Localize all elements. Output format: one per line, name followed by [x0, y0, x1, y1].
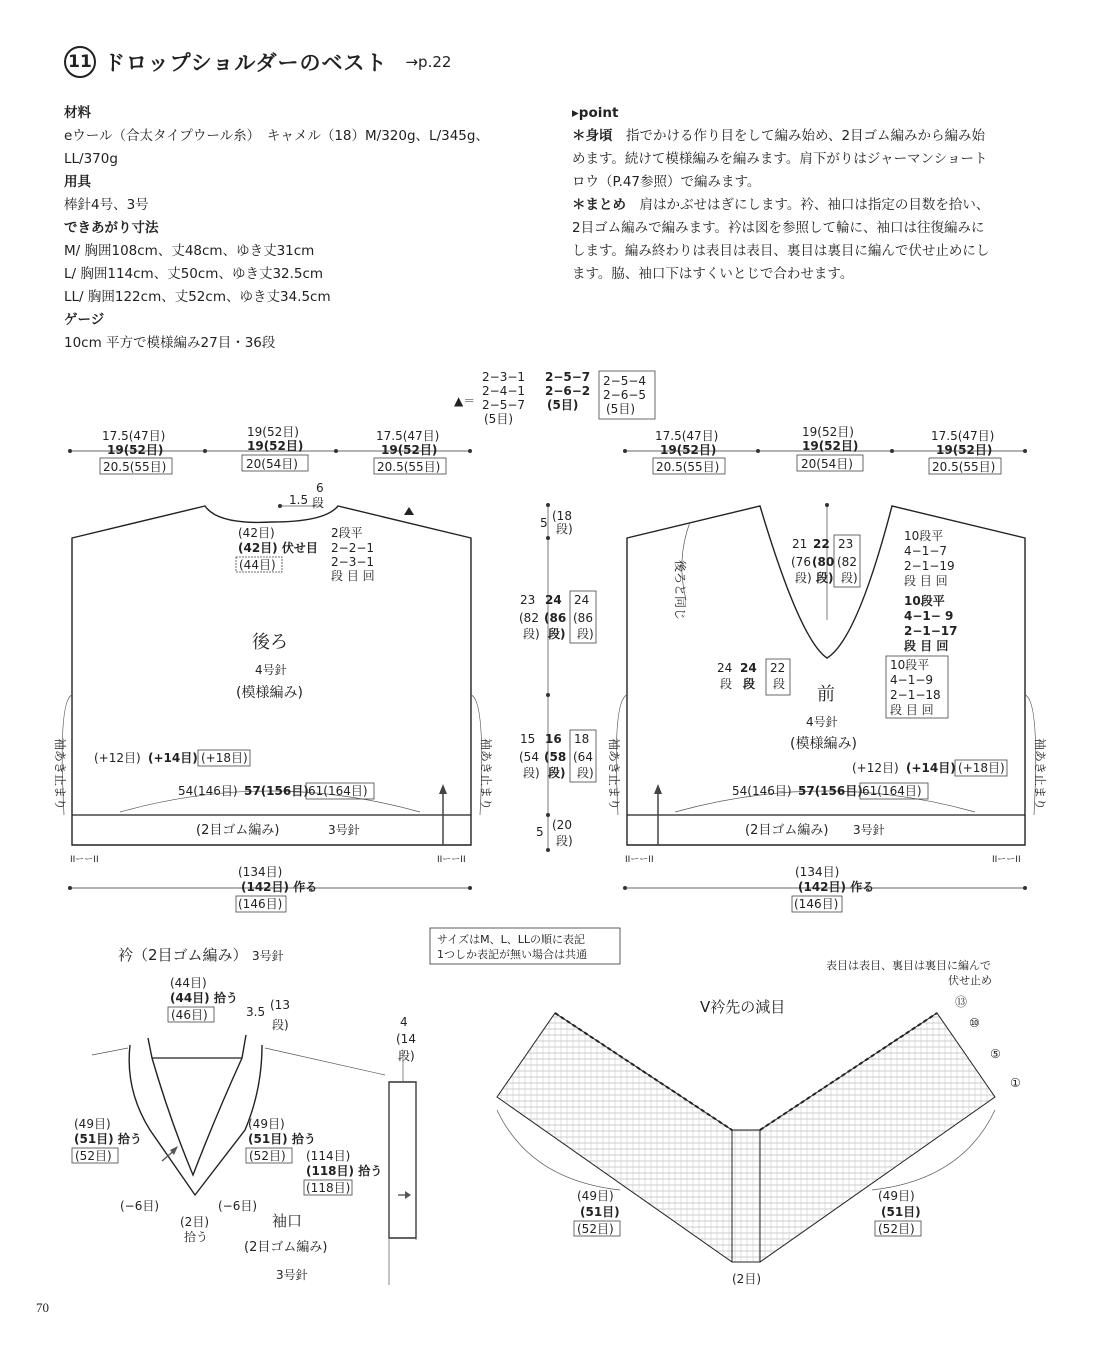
- svg-text:段: 段: [743, 677, 756, 691]
- svg-text:(+12目): (+12目): [852, 761, 899, 775]
- svg-text:段): 段): [272, 1018, 289, 1032]
- svg-text:19(52目): 19(52目): [802, 439, 859, 453]
- page-number: 70: [36, 1300, 49, 1315]
- back-title: 後ろ: [252, 632, 288, 653]
- svg-text:(118目) 拾う: (118目) 拾う: [306, 1164, 383, 1178]
- svg-text:表目は表目、裏目は裏目に編んで: 表目は表目、裏目は裏目に編んで: [826, 959, 991, 972]
- svg-text:⑤: ⑤: [990, 1047, 1001, 1061]
- svg-text:20(54目): 20(54目): [801, 457, 853, 471]
- heading-size: できあがり寸法: [64, 220, 159, 236]
- svg-text:段 目 回: 段 目 回: [904, 574, 948, 588]
- svg-text:IIーーII: IIーーII: [625, 855, 654, 865]
- svg-text:10段平: 10段平: [904, 529, 944, 543]
- svg-text:(2目ゴム編み): (2目ゴム編み): [196, 823, 280, 838]
- svg-text:17.5(47目): 17.5(47目): [102, 429, 166, 443]
- shoulder-row: (5目): [547, 398, 579, 412]
- svg-text:(64: (64: [573, 750, 593, 764]
- svg-text:(44目) 拾う: (44目) 拾う: [170, 991, 238, 1005]
- size-note: [430, 928, 620, 964]
- heading-point: ▸point: [572, 105, 619, 121]
- material-line: eウール（合太タイプウール糸） キャメル（18）M/320g、L/345g、: [64, 128, 489, 144]
- front-title: 前: [817, 684, 835, 705]
- svg-text:(51目) 拾う: (51目) 拾う: [74, 1132, 142, 1146]
- page-reference: →p.22: [405, 53, 452, 71]
- svg-text:段): 段): [795, 571, 812, 585]
- shoulder-row: 2−3−1: [482, 370, 526, 384]
- svg-text:(49目): (49目): [878, 1189, 915, 1203]
- svg-text:4−1−9: 4−1−9: [890, 673, 934, 687]
- shoulder-row: 2−5−7: [545, 370, 591, 384]
- svg-text:17.5(47目): 17.5(47目): [931, 429, 995, 443]
- svg-text:2−1−19: 2−1−19: [904, 559, 955, 573]
- svg-text:21: 21: [792, 537, 808, 551]
- svg-text:(52目): (52目): [249, 1149, 286, 1163]
- svg-text:(80: (80: [812, 555, 835, 569]
- heading-finish: ＊まとめ: [572, 197, 626, 213]
- svg-text:(52目): (52目): [75, 1149, 112, 1163]
- svg-text:段): 段): [577, 766, 594, 780]
- front-piece: [607, 425, 1048, 912]
- svg-text:4: 4: [400, 1015, 408, 1029]
- svg-text:段: 段: [720, 677, 733, 691]
- heading-body: ＊身頃: [572, 128, 613, 144]
- svg-text:22: 22: [813, 537, 830, 551]
- svg-text:(58: (58: [544, 750, 567, 764]
- svg-text:20.5(55目): 20.5(55目): [656, 460, 720, 474]
- svg-text:17.5(47目): 17.5(47目): [376, 429, 440, 443]
- svg-text:20.5(55目): 20.5(55目): [377, 460, 441, 474]
- svg-text:(51目): (51目): [881, 1205, 921, 1219]
- svg-text:2−3−1: 2−3−1: [331, 555, 375, 569]
- svg-text:段): 段): [556, 522, 573, 536]
- svg-text:2−2−1: 2−2−1: [331, 541, 375, 555]
- material-line: LL/370g: [64, 151, 118, 167]
- svg-text:(82: (82: [519, 611, 539, 625]
- finish-text: 2目ゴム編みで編みます。衿は図を参照して輪に、袖口は往復編みに: [572, 220, 985, 236]
- svg-text:24: 24: [574, 593, 590, 607]
- svg-text:袖あき止まり: 袖あき止まり: [1033, 738, 1047, 811]
- svg-text:(54: (54: [519, 750, 539, 764]
- svg-text:(模様編み): (模様編み): [790, 736, 857, 752]
- svg-text:4号針: 4号針: [255, 663, 287, 677]
- page-title: ドロップショルダーのベスト: [104, 51, 388, 75]
- size-l: L/ 胸囲114cm、丈50cm、ゆき丈32.5cm: [64, 266, 324, 282]
- svg-text:(+18目): (+18目): [958, 761, 1005, 775]
- svg-text:2段平: 2段平: [331, 526, 363, 540]
- svg-text:61(164目): 61(164目): [308, 784, 368, 798]
- shoulder-table: [454, 370, 655, 426]
- svg-text:3.5: 3.5: [246, 1005, 266, 1019]
- svg-text:19(52目): 19(52目): [247, 439, 304, 453]
- svg-text:(14: (14: [396, 1032, 416, 1046]
- svg-text:段): 段): [398, 1049, 415, 1063]
- svg-text:(42目): (42目): [238, 526, 275, 540]
- cuff-title: 袖口: [272, 1212, 303, 1230]
- svg-text:(134目): (134目): [795, 865, 840, 879]
- svg-text:(+18目): (+18目): [201, 751, 248, 765]
- svg-text:54(146目): 54(146目): [178, 784, 238, 798]
- svg-text:(2目): (2目): [180, 1215, 209, 1229]
- tools-text: 棒針4号、3号: [64, 197, 149, 213]
- body-text: 指でかける作り目をして編み始め、2目ゴム編みから編み始: [612, 128, 986, 144]
- svg-text:(42目) 伏せ目: (42目) 伏せ目: [238, 541, 318, 555]
- svg-text:(52目): (52目): [577, 1222, 614, 1236]
- svg-text:19(52目): 19(52目): [936, 443, 993, 457]
- svg-text:袖あき止まり: 袖あき止まり: [479, 738, 493, 811]
- gauge-text: 10cm 平方で模様編み27目・36段: [64, 335, 276, 351]
- shoulder-row: 2−5−4: [603, 374, 647, 388]
- svg-text:23: 23: [838, 537, 854, 551]
- svg-text:(20: (20: [552, 818, 572, 832]
- svg-text:19(52目): 19(52目): [660, 443, 717, 457]
- svg-text:(146目): (146目): [238, 897, 283, 911]
- svg-text:(142目) 作る: (142目) 作る: [798, 880, 875, 894]
- svg-text:(13: (13: [270, 998, 290, 1012]
- svg-text:(−6目): (−6目): [218, 1199, 258, 1213]
- svg-text:4−1−7: 4−1−7: [904, 544, 948, 558]
- svg-text:3号針: 3号針: [252, 949, 284, 963]
- svg-text:24: 24: [545, 593, 562, 607]
- svg-text:(模様編み): (模様編み): [236, 685, 303, 701]
- svg-text:(86: (86: [573, 611, 593, 625]
- back-piece: [53, 425, 494, 912]
- svg-text:1.5: 1.5: [289, 493, 309, 507]
- svg-text:段: 段: [773, 677, 786, 691]
- svg-text:段 目 回: 段 目 回: [890, 703, 934, 717]
- heading-material: 材料: [64, 105, 91, 121]
- shoulder-row: (5目): [484, 412, 513, 426]
- v-neck-chart: [497, 958, 1021, 1286]
- svg-text:段 目 回: 段 目 回: [331, 569, 375, 583]
- svg-text:24: 24: [740, 661, 757, 675]
- svg-text:サイズはM、L、LLの順に表記: サイズはM、L、LLの順に表記: [437, 933, 585, 946]
- svg-text:3号針: 3号針: [853, 823, 885, 837]
- finish-text: ます。脇、袖口下はすくいとじで合わせます。: [572, 266, 854, 282]
- svg-text:15: 15: [520, 732, 536, 746]
- svg-text:22: 22: [770, 661, 786, 675]
- pattern-number: 11: [64, 46, 96, 78]
- svg-text:段): 段): [523, 627, 540, 641]
- svg-text:(2目ゴム編み): (2目ゴム編み): [745, 823, 829, 838]
- svg-text:(51目) 拾う: (51目) 拾う: [248, 1132, 316, 1146]
- svg-text:(114目): (114目): [306, 1149, 351, 1163]
- svg-text:(2目ゴム編み): (2目ゴム編み): [244, 1240, 328, 1255]
- svg-text:(86: (86: [544, 611, 567, 625]
- svg-text:拾う: 拾う: [184, 1230, 209, 1244]
- svg-text:(146目): (146目): [794, 897, 839, 911]
- svg-text:段 目 回: 段 目 回: [904, 639, 949, 653]
- svg-text:(2目): (2目): [732, 1272, 761, 1286]
- svg-text:5: 5: [540, 516, 548, 530]
- shoulder-row: 2−6−5: [603, 388, 647, 402]
- svg-text:19(52目): 19(52目): [107, 443, 164, 457]
- body-text: めます。続けて模様編みを編みます。肩下がりはジャーマンショート: [572, 151, 988, 167]
- svg-text:20.5(55目): 20.5(55目): [932, 460, 996, 474]
- svg-text:(44目): (44目): [239, 558, 276, 572]
- svg-text:段: 段: [312, 496, 325, 510]
- svg-text:(142目) 作る: (142目) 作る: [241, 880, 318, 894]
- svg-text:⑬: ⑬: [955, 995, 968, 1009]
- shoulder-row: (5目): [606, 402, 635, 416]
- finish-text: 肩はかぶせはぎにします。衿、袖口は指定の目数を拾い、: [626, 197, 990, 213]
- collar-title: 衿（2目ゴム編み）: [118, 946, 248, 964]
- svg-text:(46目): (46目): [171, 1008, 208, 1022]
- svg-text:(+14目): (+14目): [906, 761, 956, 775]
- svg-text:19(52目): 19(52目): [381, 443, 438, 457]
- svg-text:(44目): (44目): [170, 976, 207, 990]
- svg-text:4−1− 9: 4−1− 9: [904, 609, 954, 623]
- shoulder-row: 2−5−7: [482, 398, 526, 412]
- svg-text:段): 段): [556, 834, 573, 848]
- svg-text:袖あき止まり: 袖あき止まり: [607, 738, 621, 811]
- svg-text:57(156目): 57(156目): [244, 784, 309, 798]
- shoulder-row: 2−6−2: [545, 384, 591, 398]
- svg-text:3号針: 3号針: [328, 823, 360, 837]
- middle-measures: [519, 503, 596, 852]
- svg-text:①: ①: [1010, 1076, 1021, 1090]
- svg-text:IIーーII: IIーーII: [992, 855, 1021, 865]
- svg-text:段): 段): [841, 571, 858, 585]
- svg-text:段): 段): [523, 766, 540, 780]
- svg-text:19(52目): 19(52目): [802, 425, 854, 439]
- svg-text:(+12目): (+12目): [94, 751, 141, 765]
- shoulder-row: 2−4−1: [482, 384, 526, 398]
- svg-text:20(54目): 20(54目): [246, 457, 298, 471]
- svg-text:(82: (82: [837, 555, 857, 569]
- svg-text:後ろと同じ: 後ろと同じ: [673, 560, 687, 621]
- svg-text:(118目): (118目): [306, 1181, 351, 1195]
- svg-text:3号針: 3号針: [276, 1268, 308, 1282]
- svg-text:(134目): (134目): [238, 865, 283, 879]
- svg-text:(49目): (49目): [248, 1117, 285, 1131]
- size-ll: LL/ 胸囲122cm、丈52cm、ゆき丈34.5cm: [64, 289, 331, 305]
- svg-text:24: 24: [717, 661, 733, 675]
- heading-gauge: ゲージ: [64, 312, 105, 328]
- heading-tools: 用具: [64, 174, 91, 190]
- svg-text:伏せ止め: 伏せ止め: [948, 974, 992, 987]
- svg-text:(76: (76: [791, 555, 811, 569]
- svg-text:IIーーII: IIーーII: [437, 855, 466, 865]
- svg-text:4号針: 4号針: [806, 715, 838, 729]
- svg-text:61(164目): 61(164目): [862, 784, 922, 798]
- svg-text:(51目): (51目): [580, 1205, 620, 1219]
- svg-text:段): 段): [548, 627, 566, 641]
- svg-text:袖あき止まり: 袖あき止まり: [53, 738, 67, 811]
- svg-text:(49目): (49目): [74, 1117, 111, 1131]
- svg-text:19(52目): 19(52目): [247, 425, 299, 439]
- svg-text:57(156目): 57(156目): [798, 784, 863, 798]
- svg-text:16: 16: [545, 732, 562, 746]
- svg-text:2−1−17: 2−1−17: [904, 624, 958, 638]
- svg-text:(+14目): (+14目): [148, 751, 198, 765]
- svg-text:1つしか表記が無い場合は共通: 1つしか表記が無い場合は共通: [437, 948, 587, 961]
- svg-text:2−1−18: 2−1−18: [890, 688, 941, 702]
- svg-text:(49目): (49目): [577, 1189, 614, 1203]
- svg-text:10段平: 10段平: [890, 658, 930, 672]
- svg-text:(18: (18: [552, 509, 572, 523]
- svg-text:IIーーII: IIーーII: [70, 855, 99, 865]
- svg-text:18: 18: [574, 732, 590, 746]
- v-chart-title: V衿先の減目: [700, 998, 786, 1016]
- collar-diagram: [72, 946, 385, 1244]
- svg-text:10段平: 10段平: [904, 594, 945, 608]
- svg-text:54(146目): 54(146目): [732, 784, 792, 798]
- svg-text:⑩: ⑩: [969, 1016, 980, 1030]
- finish-text: します。編み終わりは表目は表目、裏目は裏目に編んで伏せ止めにし: [572, 243, 990, 259]
- svg-text:段): 段): [577, 627, 594, 641]
- size-m: M/ 胸囲108cm、丈48cm、ゆき丈31cm: [64, 243, 315, 259]
- body-text: ロウ（P.47参照）で編みます。: [572, 174, 761, 190]
- shoulder-marker: ▲＝: [454, 394, 476, 408]
- svg-text:20.5(55目): 20.5(55目): [103, 460, 167, 474]
- svg-text:(52目): (52目): [878, 1222, 915, 1236]
- svg-text:段): 段): [548, 766, 566, 780]
- svg-text:(−6目): (−6目): [120, 1199, 160, 1213]
- svg-text:6: 6: [316, 481, 324, 495]
- svg-text:17.5(47目): 17.5(47目): [655, 429, 719, 443]
- svg-text:5: 5: [536, 825, 544, 839]
- svg-text:段): 段): [816, 571, 834, 585]
- svg-text:23: 23: [520, 593, 536, 607]
